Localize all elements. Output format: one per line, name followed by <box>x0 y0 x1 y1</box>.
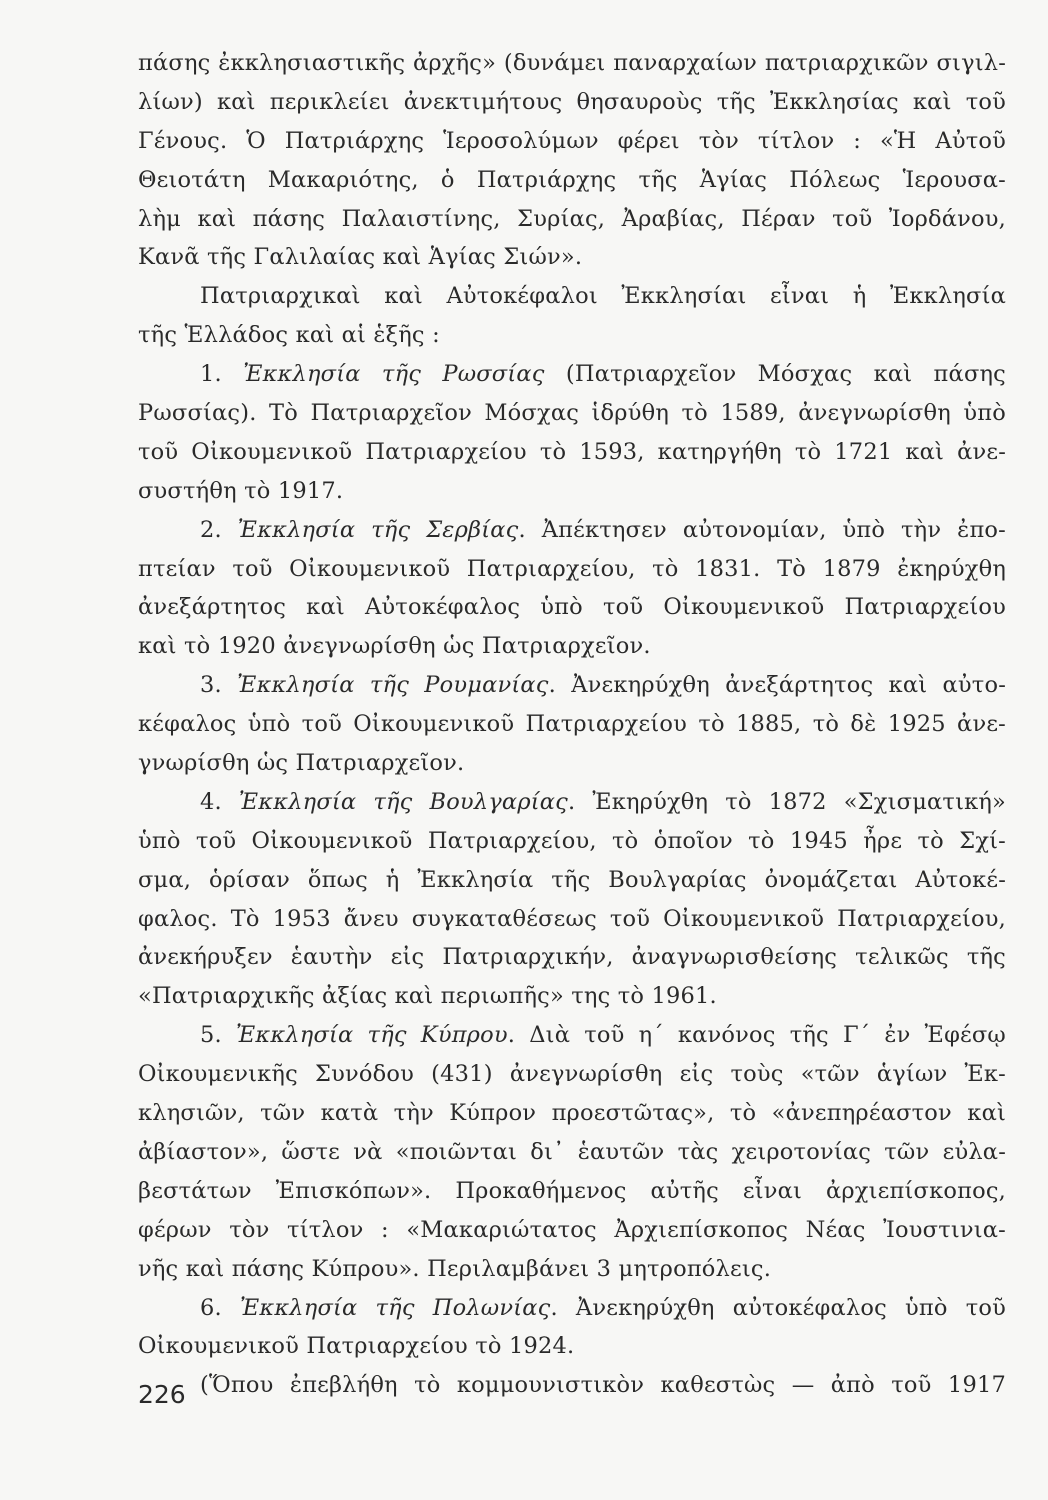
text-line: συστήθη τὸ 1917. <box>138 477 344 504</box>
text-line: τοῦ Οἰκουμενικοῦ Πατριαρχείου τὸ 1593, κατηργήθη τὸ 1721 καὶ ἀνε- <box>138 438 1006 465</box>
church-name: Ἐκκλησία τῆς Ρουμανίας <box>237 672 549 699</box>
line-text: . Διὰ τοῦ η΄ κανόνος τῆς Γ΄ ἐν Ἐφέσῳ <box>507 1022 1006 1049</box>
text-line: καὶ τὸ 1920 ἀνεγνωρίσθη ὡς Πατριαρχεῖον. <box>138 633 651 660</box>
item-number: 3. <box>200 672 238 699</box>
line-text: . Ἀπέκτησεν αὐτονομίαν, ὑπὸ τὴν ἐπο- <box>518 516 1006 543</box>
text-line: κλησιῶν, τῶν κατὰ τὴν Κύπρον προεστῶτας», τὸ «ἀνεπηρέαστον καὶ <box>138 1100 1006 1127</box>
text-line: ὑπὸ τοῦ Οἰκουμενικοῦ Πατριαρχείου, τὸ ὁποῖον τὸ 1945 ἦρε τὸ Σχί- <box>138 827 1006 854</box>
text-line: Γένους. Ὁ Πατριάρχης Ἱεροσολύμων φέρει τὸν τίτλον : «Ἡ Αὐτοῦ <box>138 127 1006 154</box>
text-line: σμα, ὁρίσαν ὅπως ἡ Ἐκκλησία τῆς Βουλγαρίας ὀνομάζεται Αὐτοκέ- <box>138 866 1006 893</box>
text-line: τῆς Ἑλλάδος καὶ αἱ ἑξῆς : <box>138 322 440 349</box>
text-line <box>138 1289 1006 1328</box>
church-name: Ἐκκλησία τῆς Πολωνίας <box>240 1294 551 1321</box>
text-line: βεστάτων Ἐπισκόπων». Προκαθήμενος αὐτῆς εἶναι ἀρχιεπίσκοπος, <box>138 1177 1006 1204</box>
text-line <box>138 783 1006 822</box>
church-name: Ἐκκλησία τῆς Σερβίας <box>237 516 519 543</box>
text-line <box>138 511 1006 550</box>
body-text <box>138 44 1006 1405</box>
line-text: (Πατριαρχεῖον Μόσχας καὶ πάσης <box>544 361 1006 388</box>
text-line: Οἰκουμενικοῦ Πατριαρχείου τὸ 1924. <box>138 1333 575 1360</box>
church-name: Ἐκκλησία τῆς Κύπρου <box>236 1022 508 1049</box>
line-text: . Ἐκηρύχθη τὸ 1872 «Σχισματική» <box>567 788 1006 815</box>
text-line: φέρων τὸν τίτλον : «Μακαριώτατος Ἀρχιεπίσκοπος Νέας Ἰουστινια- <box>138 1216 1006 1243</box>
text-line: Θειοτάτη Μακαριότης, ὁ Πατριάρχης τῆς Ἁγίας Πόλεως Ἱερουσα- <box>138 166 1006 193</box>
text-line: πάσης ἐκκλησιαστικῆς ἀρχῆς» (δυνάμει παναρχαίων πατριαρχικῶν σιγιλ- <box>138 50 1006 76</box>
text-line: ἀβίαστον», ὥστε νὰ «ποιῶνται δι᾽ ἑαυτῶν τὰς χειροτονίας τῶν εὐλα- <box>138 1138 1006 1165</box>
text-line: γνωρίσθη ὡς Πατριαρχεῖον. <box>138 750 465 777</box>
text-line: πτείαν τοῦ Οἰκουμενικοῦ Πατριαρχείου, τὸ 1831. Τὸ 1879 ἐκηρύχθη <box>138 555 1006 582</box>
text-line: Ρωσσίας). Τὸ Πατριαρχεῖον Μόσχας ἱδρύθη τὸ 1589, ἀνεγνωρίσθη ὑπὸ <box>138 400 1006 427</box>
text-line: (Ὅπου ἐπεβλήθη τὸ κομμουνιστικὸν καθεστὼς — ἀπὸ τοῦ 1917 <box>200 1372 1006 1399</box>
text-line: λίων) καὶ περικλείει ἀνεκτιμήτους θησαυροὺς τῆς Ἐκκλησίας καὶ τοῦ <box>138 88 1006 115</box>
line-text: . Ἀνεκηρύχθη ἀνεξάρτητος καὶ αὐτο- <box>548 672 1006 699</box>
church-name: Ἐκκλησία τῆς Βουλγαρίας <box>238 788 568 815</box>
text-line: ἀνεξάρτητος καὶ Αὐτοκέφαλος ὑπὸ τοῦ Οἰκουμενικοῦ Πατριαρχείου <box>138 594 1006 621</box>
page-number: 226 <box>138 1380 186 1409</box>
text-line: ἀνεκήρυξεν ἑαυτὴν εἰς Πατριαρχικήν, ἀναγνωρισθείσης τελικῶς τῆς <box>138 944 1006 971</box>
item-number: 1. <box>200 361 244 388</box>
item-number: 5. <box>200 1022 236 1049</box>
text-line: Πατριαρχικαὶ καὶ Αὐτοκέφαλοι Ἐκκλησίαι εἶναι ἡ Ἐκκλησία <box>200 283 1006 310</box>
line-text: . Ἀνεκηρύχθη αὐτοκέφαλος ὑπὸ τοῦ <box>550 1294 1006 1321</box>
text-line <box>138 355 1006 394</box>
text-line: κέφαλος ὑπὸ τοῦ Οἰκουμενικοῦ Πατριαρχείου τὸ 1885, τὸ δὲ 1925 ἀνε- <box>138 711 1006 738</box>
text-line <box>138 1016 1006 1055</box>
text-line: λὴμ καὶ πάσης Παλαιστίνης, Συρίας, Ἀραβίας, Πέραν τοῦ Ἰορδάνου, <box>138 205 1006 232</box>
item-number: 4. <box>200 788 239 815</box>
text-line <box>138 666 1006 705</box>
text-line: νῆς καὶ πάσης Κύπρου». Περιλαμβάνει 3 μητροπόλεις. <box>138 1255 772 1282</box>
text-line: Κανᾶ τῆς Γαλιλαίας καὶ Ἁγίας Σιών». <box>138 244 583 271</box>
text-line: «Πατριαρχικῆς ἀξίας καὶ περιωπῆς» της τὸ 1961. <box>138 983 717 1010</box>
church-name: Ἐκκλησία τῆς Ρωσσίας <box>243 361 545 388</box>
text-line: Οἰκουμενικῆς Συνόδου (431) ἀνεγνωρίσθη εἰς τοὺς «τῶν ἁγίων Ἐκ- <box>138 1061 1006 1088</box>
text-line: φαλος. Τὸ 1953 ἄνευ συγκαταθέσεως τοῦ Οἰκουμενικοῦ Πατριαρχείου, <box>138 905 1006 932</box>
item-number: 6. <box>200 1294 240 1321</box>
item-number: 2. <box>200 516 238 543</box>
